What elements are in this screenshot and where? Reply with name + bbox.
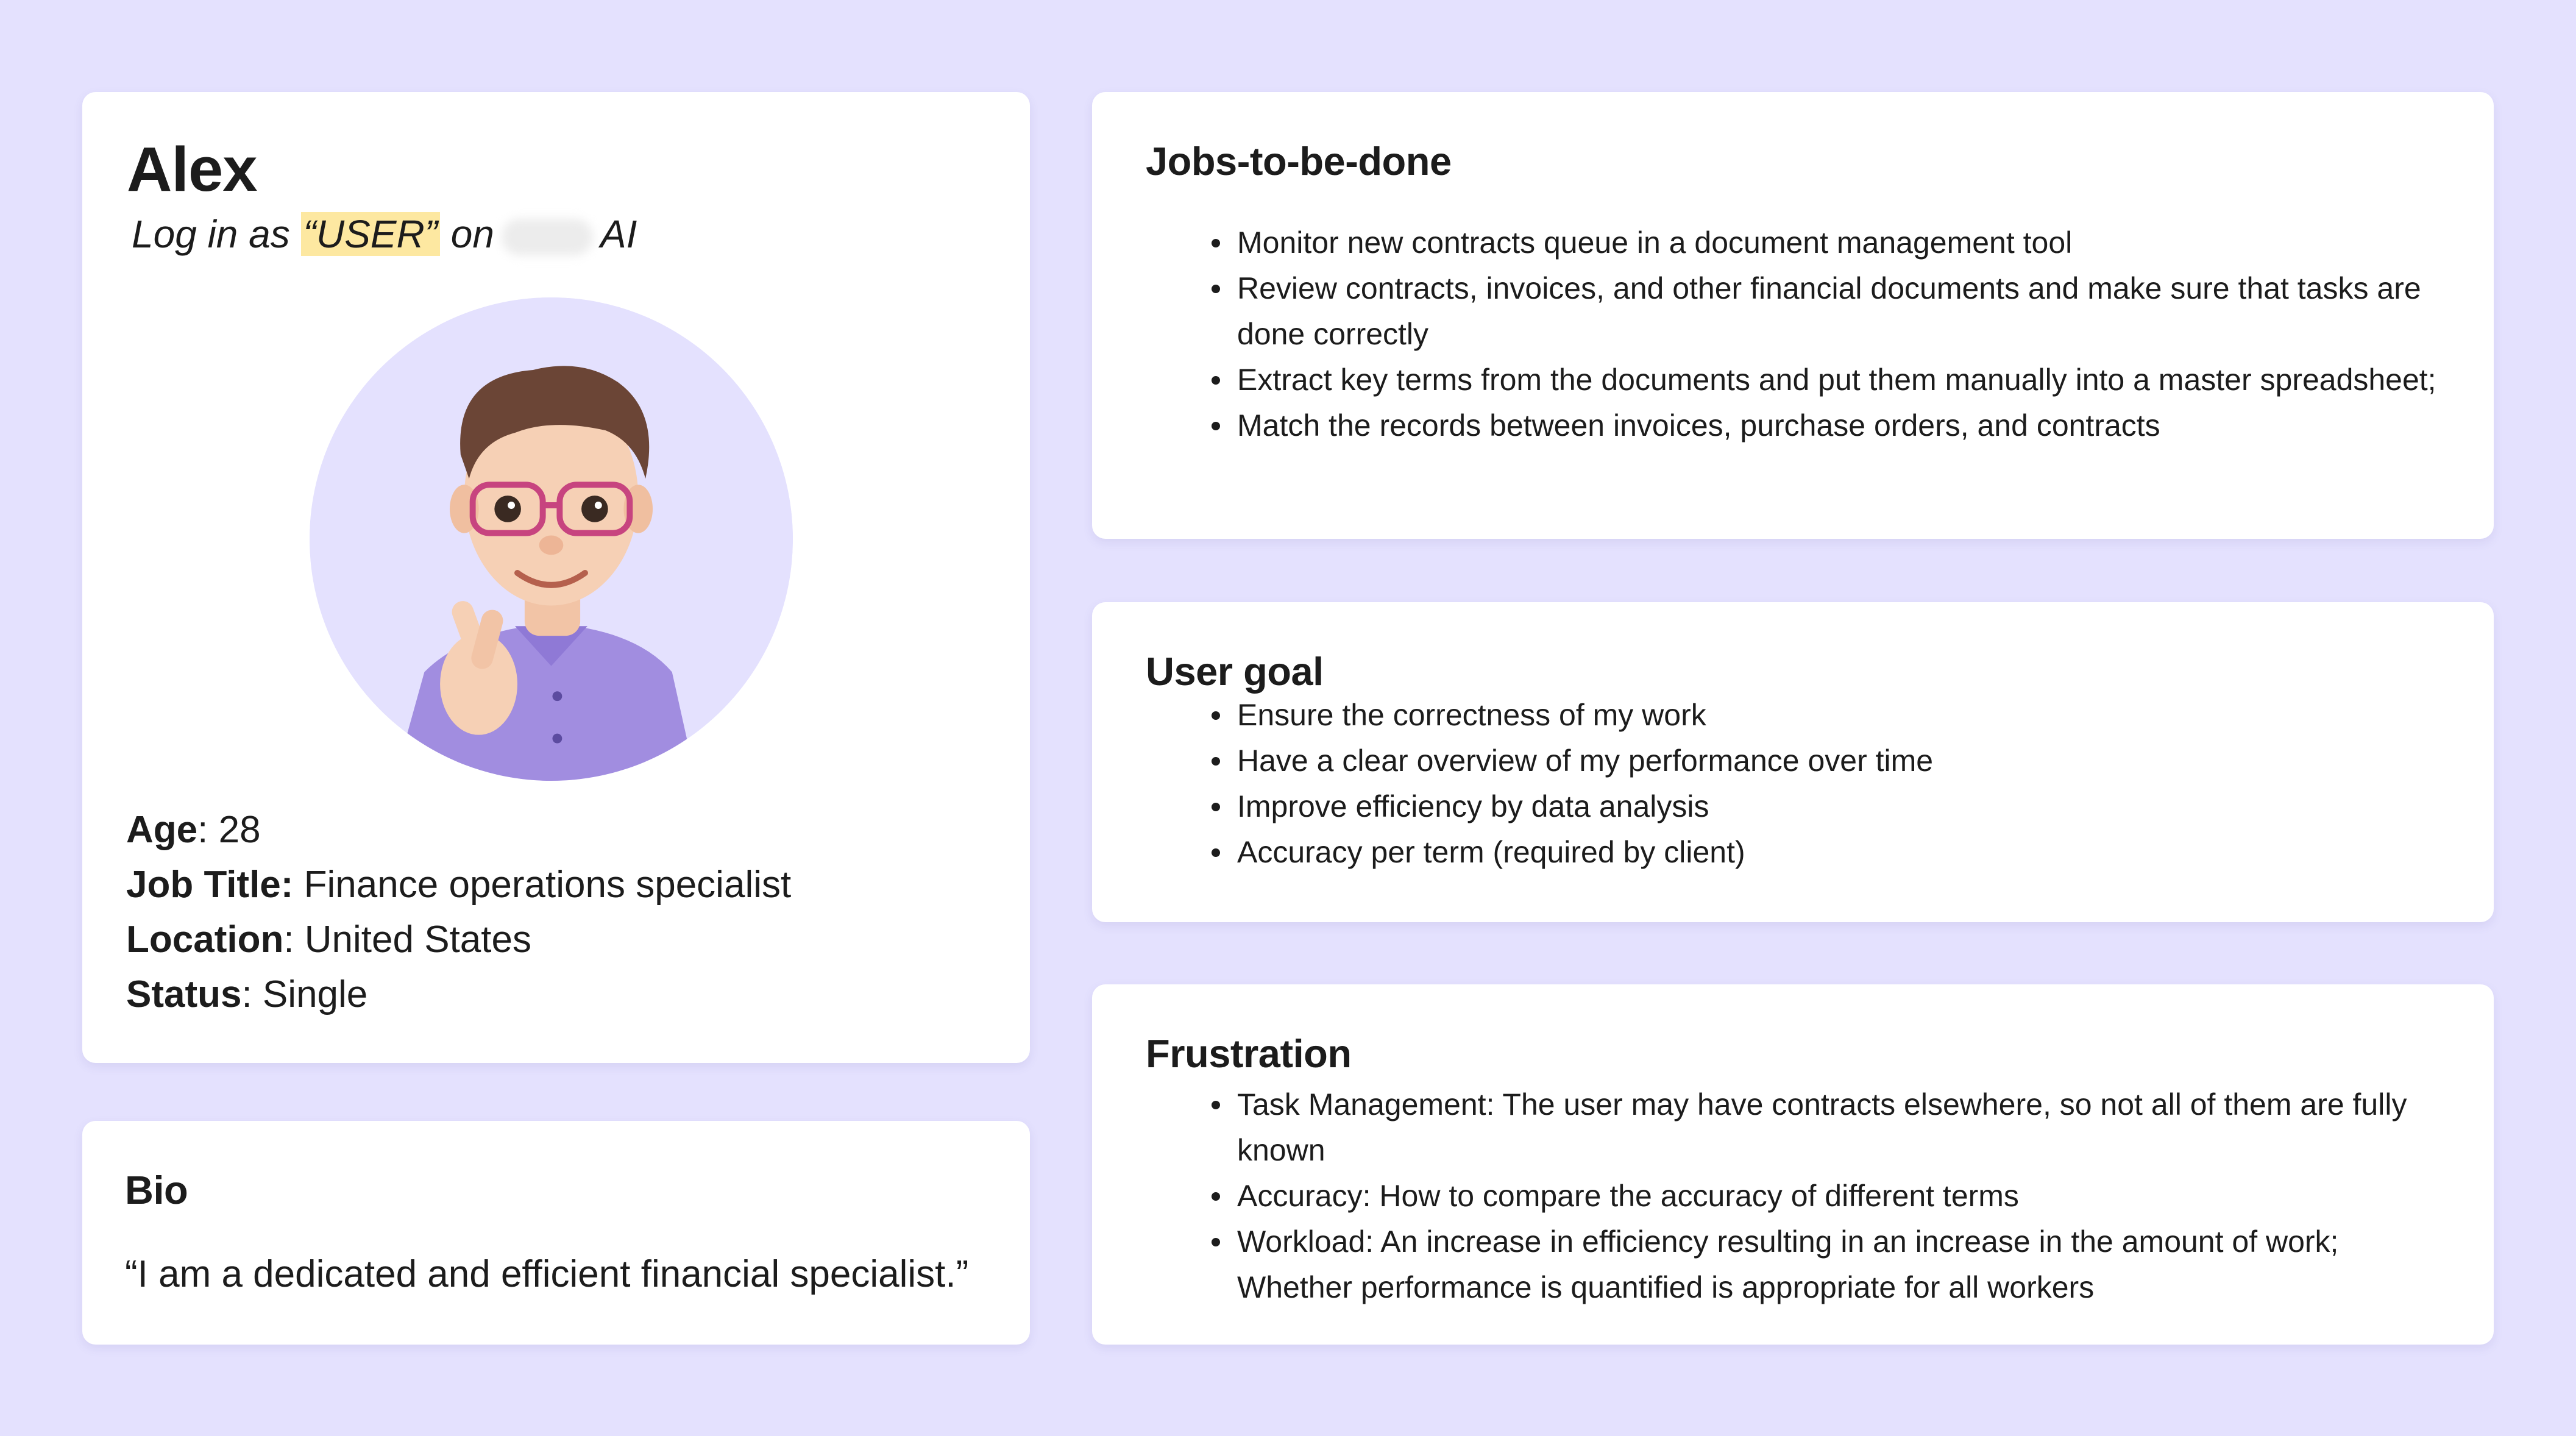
frustration-card <box>1092 984 2494 1345</box>
frustration-title: Frustration <box>1146 1031 1352 1076</box>
memoji-avatar-icon <box>310 297 793 781</box>
fact-age: Age: 28 <box>126 809 261 851</box>
frustration-list <box>1237 1082 2432 1310</box>
bio-title: Bio <box>125 1168 188 1212</box>
persona-name: Alex <box>127 134 257 204</box>
list-item: Monitor new contracts queue in a document management tool <box>1237 220 2444 266</box>
list-item: Have a clear overview of my performance over time <box>1237 738 2444 784</box>
bio-quote: “I am a dedicated and efficient financial specialist.” <box>125 1253 969 1295</box>
list-item: Improve efficiency by data analysis <box>1237 784 2444 830</box>
list-item: Review contracts, invoices, and other financial documents and make sure that tasks are done correctly <box>1237 266 2444 357</box>
jobs-card <box>1092 92 2494 539</box>
jobs-list <box>1237 220 2444 449</box>
fact-job-title: Job Title: Finance operations specialist <box>126 864 792 906</box>
list-item: Accuracy per term (required by client) <box>1237 830 2444 875</box>
login-user-highlight: “USER” <box>301 212 440 256</box>
profile-card <box>82 92 1030 1063</box>
list-item: Ensure the correctness of my work <box>1237 692 2444 738</box>
login-on: on <box>439 212 494 256</box>
bio-card <box>82 1121 1030 1345</box>
jobs-title: Jobs-to-be-done <box>1146 139 1452 183</box>
user-goal-title: User goal <box>1146 649 1324 694</box>
persona-facts <box>126 803 791 1022</box>
fact-location: Location: United States <box>126 919 531 961</box>
login-instruction <box>132 211 637 258</box>
login-suffix: AI <box>600 212 637 256</box>
user-goal-card <box>1092 602 2494 922</box>
redacted-product-name <box>502 219 593 255</box>
list-item: Extract key terms from the documents and put them manually into a master spreadsheet; <box>1237 357 2444 403</box>
fact-status: Status: Single <box>126 973 368 1015</box>
list-item: Task Management: The user may have contracts elsewhere, so not all of them are fully known <box>1237 1082 2432 1173</box>
login-prefix: Log in as <box>132 212 301 256</box>
user-goal-list <box>1237 692 2444 875</box>
list-item: Match the records between invoices, purchase orders, and contracts <box>1237 403 2444 449</box>
list-item: Workload: An increase in efficiency resulting in an increase in the amount of work; Whether performance is quantified is appropriate for all workers <box>1237 1219 2432 1310</box>
list-item: Accuracy: How to compare the accuracy of different terms <box>1237 1173 2432 1219</box>
